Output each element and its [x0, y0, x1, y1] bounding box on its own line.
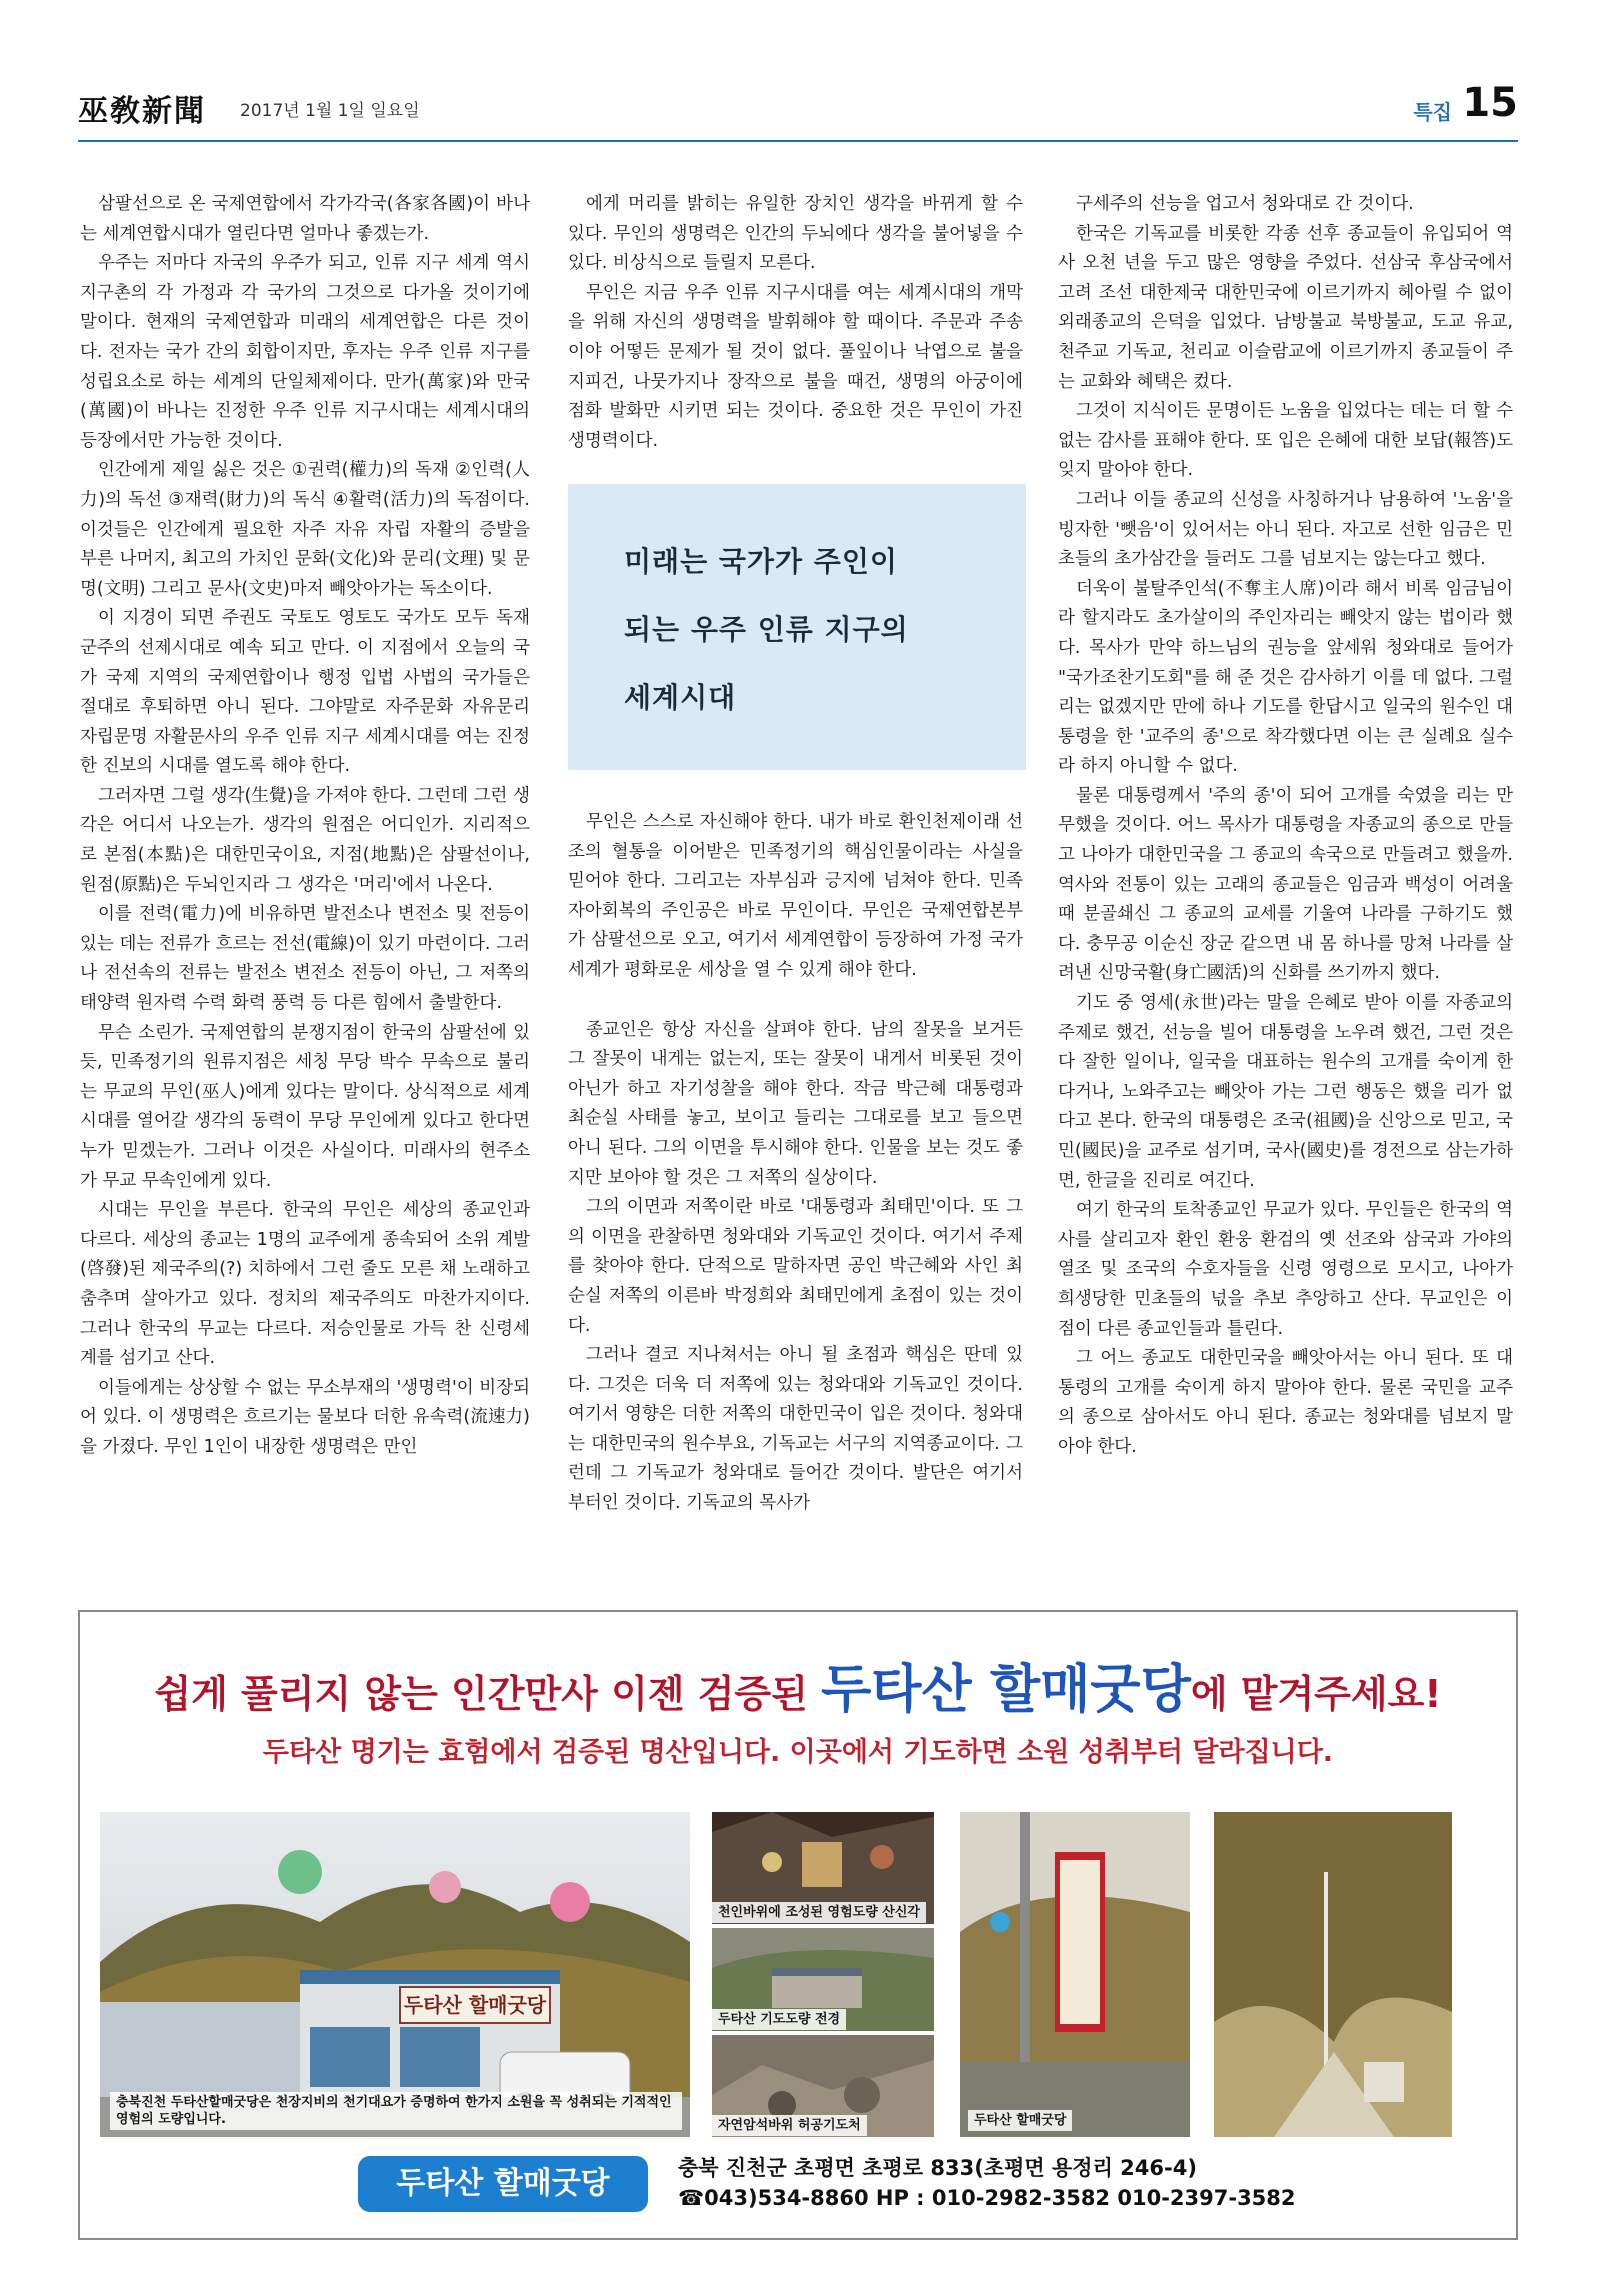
ad-headline-post: 에 맡겨주세요! [1190, 1672, 1442, 1716]
ad-headline-pre: 쉽게 풀리지 않는 인간만사 이젠 검증된 [154, 1672, 822, 1716]
section-label: 특집 [1413, 100, 1452, 124]
paragraph: 그것이 지식이든 문명이든 노움을 입었다는 데는 더 할 수 없는 감사를 표해야 한다. 또 입은 은혜에 대한 보답(報答)도 잊지 말아야 한다. [1058, 401, 1513, 481]
issue-date: 2017년 1월 1일 일요일 [240, 101, 420, 121]
paragraph: 그러나 이들 종교의 신성을 사칭하거나 남용하여 '노움'을 빙자한 '뺏음'이 있어서는 아니 된다. 자고로 선한 임금은 민초들의 초가삼간을 들러도 그를 넘보지는 않는다고 했다. [1058, 489, 1513, 570]
paragraph: 이 지경이 되면 주권도 국토도 영토도 국가도 모두 독재군주의 선제시대로 예속 되고 만다. 이 지점에서 오늘의 국가 국제 지역의 국제연합이나 행정 입법 사법의 국가들은 절대로 후퇴하면 아니 된다. 그야말로 자주문화 자유문리 자립문명 자활문사의 우주 인류 지구 세계시대를 여는 진정한 진보의 시대를 열도록 해야 한다. [80, 608, 530, 777]
paragraph: 더욱이 불탈주인석(不奪主人席)이라 해서 비록 임금님이라 할지라도 초가살이의 주인자리는 빼앗지 않는 법이라 했다. 목사가 만약 하느님의 권능을 앞세워 청와대로 들어가 "국가조찬기도회"를 해 준 것은 감사하기 이를 데 없다. 그럴 리는 없겠지만 만에 하나 기도를 한답시고 일국의 원수인 대통령을 한 '교주의 종'으로 착각했다면 이는 큰 실례요 실수라 하지 아니할 수 없다. [1058, 578, 1513, 777]
paragraph: 이를 전력(電力)에 비유하면 발전소나 변전소 및 전등이 있는 데는 전류가 흐르는 전선(電線)이 있기 마련이다. 그러나 전선속의 전류는 발전소 변전소 전등이 아닌, 그 저쪽의 태양력 원자력 수력 화력 풍력 등 다른 힘에서 출발한다. [80, 904, 530, 1014]
ad-photo-2 [712, 1928, 934, 2031]
paragraph: 이들에게는 상상할 수 없는 무소부재의 '생명력'이 비장되어 있다. 이 생명력은 흐르기는 물보다 더한 유속력(流速力)을 가졌다. 무인 1인이 내장한 생명력은 만인 [80, 1377, 530, 1457]
paragraph: 물론 대통령께서 '주의 종'이 되어 고개를 숙였을 리는 만무했을 것이다. 어느 목사가 대통령을 자종교의 종으로 만들고 나아가 대한민국을 그 종교의 속국으로 만들려고 했을까. 역사와 전통이 있는 고래의 종교들은 임금과 백성이 어려울 때 분골쇄신 그 종교의 교세를 기울여 나라를 구하기도 했다. 충무공 이순신 장군 같으면 내 몸 하나를 망쳐 나라를 살려낸 신망국활(身亡國活)의 신화를 쓰기까지 했다. [1058, 785, 1513, 984]
paragraph: 한국은 기독교를 비롯한 각종 선후 종교들이 유입되어 역사 오천 년을 두고 많은 영향을 주었다. 선삼국 후삼국에서 고려 조선 대한제국 대한민국에 이르기까지 헤아릴 수 없이 외래종교의 은덕을 입었다. 남방불교 북방불교, 도교 유교, 천주교 기독교, 천리교 이슬람교에 이르기까지 종교들이 주는 교화와 혜택은 컸다. [1058, 223, 1513, 392]
article-column-2-top [568, 190, 1023, 456]
pull-quote-line: 미래는 국가가 주인이 [624, 545, 898, 578]
paragraph: 시대는 무인을 부른다. 한국의 무인은 세상의 종교인과 다르다. 세상의 종교는 1명의 교주에게 종속되어 소위 계발(啓發)된 제국주의(?) 치하에서 그런 줄도 모른 채 노래하고 춤추며 살아가고 있다. 정치의 제국주의도 마찬가지이다. 그러나 한국의 무교는 다르다. 저승인물로 가득 찬 신령세계를 섬기고 산다. [80, 1200, 530, 1369]
paragraph: 그 어느 종교도 대한민국을 빼앗아서는 아니 된다. 또 대통령의 고개를 숙이게 하지 말아야 한다. 물론 국민을 교주의 종으로 삼아서도 아니 된다. 종교는 청와대를 넘보지 말아야 한다. [1058, 1348, 1513, 1457]
ad-photo-1 [712, 1812, 934, 1924]
ad-headline-brand: 두타산 할매굿당 [821, 1660, 1191, 1720]
paragraph: 무슨 소린가. 국제연합의 분쟁지점이 한국의 삼팔선에 있듯, 민족정기의 원류지점은 세칭 무당 박수 무속으로 불리는 무교의 무인(巫人)에게 있다는 말이다. 상식적으로 세계시대를 열어갈 생각의 동력이 무당 무인에게 있다고 한다면 누가 믿겠는가. 그러나 이것은 사실이다. 미래사의 현주소가 무교 무속인에게 있다. [80, 1022, 530, 1191]
ad-caption-2: 두타산 기도도량 전경 [712, 2009, 846, 2030]
shrine-building-photo [100, 1812, 690, 2137]
header-rule [78, 140, 1518, 142]
pull-quote-line: 되는 우주 인류 지구의 [624, 613, 909, 646]
paragraph: 인간에게 제일 싫은 것은 ①권력(權力)의 독재 ②인력(人力)의 독선 ③재력(財力)의 독식 ④활력(活力)의 독점이다. 이것들은 인간에게 필요한 자주 자유 자립 자활의 증발을 부른 나머지, 최고의 가치인 문화(文化)와 문리(文理) 및 문명(文明) 그리고 문사(文史)마저 빼앗아가는 독소이다. [80, 460, 530, 599]
ad-photo-4 [960, 1812, 1190, 2137]
paragraph: 그의 이면과 저쪽이란 바로 '대통령과 최태민'이다. 또 그의 이면을 관찰하면 청와대와 기독교인 것이다. 여기서 주제를 찾아야 한다. 단적으로 말하자면 공인 박근혜와 사인 최순실 저쪽의 이른바 박정희와 최태민에게 초점이 있는 것이다. [568, 1197, 1023, 1336]
paragraph: 삼팔선으로 온 국제연합에서 각가각국(各家各國)이 바나는 세계연합시대가 열린다면 얼마나 좋겠는가. [80, 194, 530, 244]
ad-photo-5 [1214, 1812, 1452, 2137]
paragraph: 무인은 스스로 자신해야 한다. 내가 바로 환인천제이래 선조의 혈통을 이어받은 민족정기의 핵심인물이라는 사실을 믿어야 한다. 그리고는 자부심과 긍지에 넘쳐야 한다. 민족자아회복의 주인공은 바로 무인이다. 무인은 국제연합본부가 삼팔선으로 오고, 여기서 세계연합이 등장하여 가정 국가 세계가 평화로운 세상을 열 수 있게 해야 한다. [568, 812, 1023, 980]
masthead: 巫敎新聞 [78, 94, 206, 129]
ad-caption-main: 충북진천 두타산할매굿당은 천장지비의 천기대요가 증명하여 한가지 소원을 꼭 성취되는 기적적인 영험의 도량입니다. [110, 2092, 682, 2130]
shrine-sign: 두타산 할매굿당 [403, 1993, 547, 2017]
paragraph: 여기 한국의 토착종교인 무교가 있다. 무인들은 한국의 역사를 살리고자 환인 환웅 환검의 옛 선조와 삼국과 가야의 열조 및 조국의 수호자들을 신령 영령으로 모시고, 나아가 희생당한 민초들의 넋을 추보 추앙하고 산다. 무교인은 이 점이 다른 종교인들과 틀린다. [1058, 1200, 1513, 1339]
pull-quote-box [568, 484, 1026, 770]
ad-phone: ☎043)534-8860 HP : 010-2982-3582 010-2397-3582 [678, 2186, 1296, 2210]
paragraph: 무인은 지금 우주 인류 지구시대를 여는 세계시대의 개막을 위해 자신의 생명력을 발휘해야 할 때이다. 주문과 주송이야 어떻든 문제가 될 것이 없다. 풀잎이나 낙엽으로 불을 지피건, 나뭇가지나 장작으로 불을 때건, 생명의 아궁이에 점화 발화만 시키면 되는 것이다. 중요한 것은 무인이 가진 생명력이다. [568, 282, 1023, 451]
ad-caption-3: 자연암석바위 허공기도처 [712, 2115, 867, 2136]
forest-path-photo [1214, 1812, 1452, 2137]
page-header [78, 80, 1518, 140]
paragraph: 우주는 저마다 자국의 우주가 되고, 인류 지구 세계 역시 지구촌의 각 가정과 각 국가의 그것으로 다가올 것이기에 말이다. 현재의 국제연합과 미래의 세계연합은 다른 것이다. 전자는 국가 간의 회합이지만, 후자는 우주 인류 지구를 성립요소로 하는 세계의 단일체제이다. 만가(萬家)와 만국(萬國)이 바나는 진정한 우주 인류 지구시대는 세계시대의 등장에서만 가능한 것이다. [80, 253, 530, 451]
paragraph: 그러나 결코 지나쳐서는 아니 될 초점과 핵심은 딴데 있다. 그것은 더욱 더 저쪽에 있는 청와대와 기독교인 것이다. 여기서 영향은 더한 저쪽의 대한민국이 입은 것이다. 청와대는 대한민국의 원수부요, 기독교는 서구의 지역종교이다. 그런데 그 기독교가 청와대로 들어간 것이다. 발단은 여기서 부터인 것이다. 기독교의 목사가 [568, 1345, 1023, 1514]
shrine-signpost-photo [960, 1812, 1190, 2137]
ad-photo-main [100, 1812, 690, 2137]
advertisement [78, 1610, 1518, 2240]
paragraph: 그러자면 그럴 생각(生覺)을 가져야 한다. 그런데 그런 생각은 어디서 나오는가. 생각의 원점은 어디인가. 지리적으로 본점(本點)은 대한민국이요, 지점(地點)은 삼팔선이나, 원점(原點)은 두뇌인지라 그 생각은 '머리'에서 나온다. [80, 785, 530, 895]
paragraph: 기도 중 영세(永世)라는 말을 은혜로 받아 이를 자종교의 주제로 했건, 선능을 빌어 대통령을 노우려 했건, 그런 것은 다 잘한 일이나, 일국을 대표하는 원수의 고개를 숙이게 한다거나, 노와주고는 빼앗아 가는 그런 행동은 했을 리가 없다고 본다. 한국의 대통령은 조국(祖國)을 신앙으로 믿고, 국민(國民)을 교주로 섬기며, 국사(國史)를 경전으로 삼는가하면, 한글을 진리로 여긴다. [1058, 993, 1513, 1191]
ad-address: 충북 진천군 초평면 초평로 833(초평면 용정리 246-4) [678, 2156, 1197, 2180]
ad-headline [80, 1647, 1516, 1722]
article-column-3 [1058, 190, 1513, 1463]
ad-name-badge: 두타산 할매굿당 [358, 2156, 648, 2212]
pull-quote-line: 세계시대 [624, 681, 737, 714]
paragraph: 종교인은 항상 자신을 살펴야 한다. 남의 잘못을 보거든 그 잘못이 내게는 없는지, 또는 잘못이 내게서 비롯된 것이 아닌가 하고 자기성찰을 해야 한다. 작금 박근혜 대통령과 최순실 사태를 놓고, 보이고 들리는 그대로를 보고 들으면 아니 된다. 그의 이면을 투시해야 한다. 인물을 보는 것도 좋지만 보아야 할 것은 그 저쪽의 실상이다. [568, 1019, 1023, 1188]
ad-caption-1: 천인바위에 조성된 영험도량 산신각 [712, 1902, 926, 1923]
article-column-1 [80, 190, 530, 1463]
ad-caption-4: 두타산 할매굿당 [968, 2110, 1072, 2131]
ad-photo-3 [712, 2035, 934, 2137]
article-column-2-bottom [568, 808, 1023, 1519]
paragraph: 에게 머리를 밝히는 유일한 장치인 생각을 바뀌게 할 수 있다. 무인의 생명력은 인간의 두뇌에다 생각을 불어넣을 수 있다. 비상식으로 들릴지 모른다. [568, 194, 1023, 274]
ad-subline: 두타산 명기는 효험에서 검증된 명산입니다. 이곳에서 기도하면 소원 성취부터 달라집니다. [262, 1737, 1334, 1768]
paragraph: 구세주의 선능을 업고서 청와대로 간 것이다. [1076, 194, 1414, 214]
page-number: 15 [1462, 80, 1518, 126]
